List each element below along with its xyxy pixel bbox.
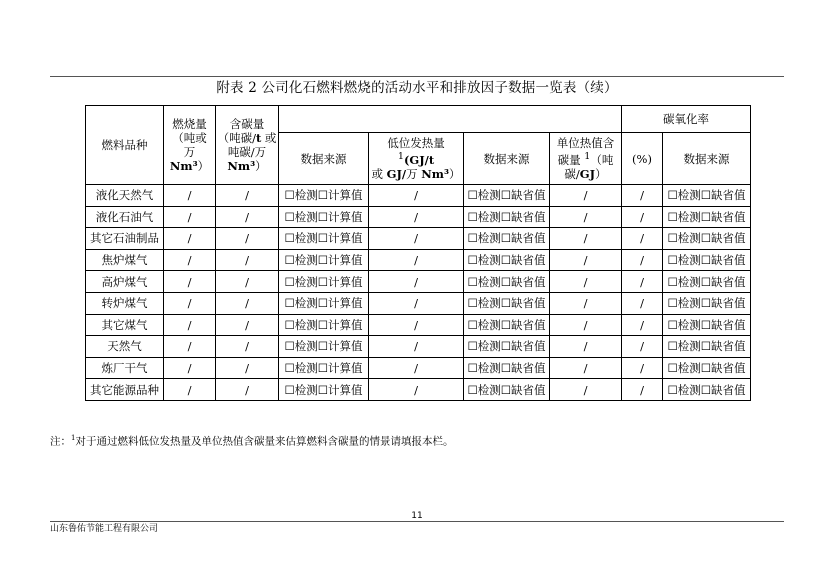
table-row: 液化天然气 / / ☐检测☐计算值 / ☐检测☐缺省值 / / ☐检测☐缺省值	[86, 185, 751, 207]
table-row: 其它煤气 / / ☐检测☐计算值 / ☐检测☐缺省值 / / ☐检测☐缺省值	[86, 314, 751, 336]
table-row: 液化石油气 / / ☐检测☐计算值 / ☐检测☐缺省值 / / ☐检测☐缺省值	[86, 206, 751, 228]
col-header-source-1: 数据来源	[279, 133, 369, 185]
col-header-carbon-content: 含碳量 （吨碳/t 或 吨碳/万 Nm³）	[216, 106, 279, 185]
footer-rule	[50, 521, 784, 522]
col-header-carbon-per-heat: 单位热值含 碳量 $^1$（吨 碳/GJ）	[550, 133, 622, 185]
col-header-blank	[279, 106, 622, 131]
table-row: 炼厂干气 / / ☐检测☐计算值 / ☐检测☐缺省值 / / ☐检测☐缺省值	[86, 357, 751, 379]
col-header-ncv: 低位发热量 $^1$(GJ/t 或 GJ/万 Nm³）	[369, 133, 464, 185]
table-row: 其它能源品种 / / ☐检测☐计算值 / ☐检测☐缺省值 / / ☐检测☐缺省值	[86, 379, 751, 401]
footer-company: 山东鲁佑节能工程有限公司	[50, 524, 159, 534]
col-header-fuel: 燃料品种	[86, 106, 164, 185]
col-header-oxidation: 碳氧化率	[622, 106, 751, 133]
table-row: 焦炉煤气 / / ☐检测☐计算值 / ☐检测☐缺省值 / / ☐检测☐缺省值	[86, 249, 751, 271]
table-title: 附表 2 公司化石燃料燃烧的活动水平和排放因子数据一览表（续）	[216, 80, 618, 96]
table-row: 转炉煤气 / / ☐检测☐计算值 / ☐检测☐缺省值 / / ☐检测☐缺省值	[86, 292, 751, 314]
col-header-source-3: 数据来源	[663, 133, 751, 185]
col-header-source-2: 数据来源	[464, 133, 550, 185]
table-footnote: 注：$^1$对于通过燃料低位发热量及单位热值含碳量来估算燃料含碳量的情景请填报本栏。	[50, 434, 454, 448]
table-row: 高炉煤气 / / ☐检测☐计算值 / ☐检测☐缺省值 / / ☐检测☐缺省值	[86, 271, 751, 293]
table-row: 其它石油制品 / / ☐检测☐计算值 / ☐检测☐缺省值 / / ☐检测☐缺省值	[86, 228, 751, 250]
header-rule	[50, 76, 784, 77]
activity-data-table	[85, 105, 751, 401]
table-row: 天然气 / / ☐检测☐计算值 / ☐检测☐缺省值 / / ☐检测☐缺省值	[86, 336, 751, 358]
col-header-percent: (%)	[622, 133, 663, 185]
col-header-consumption: 燃烧量 （吨或 万 Nm³）	[164, 106, 216, 185]
page-number: 11	[411, 511, 423, 521]
